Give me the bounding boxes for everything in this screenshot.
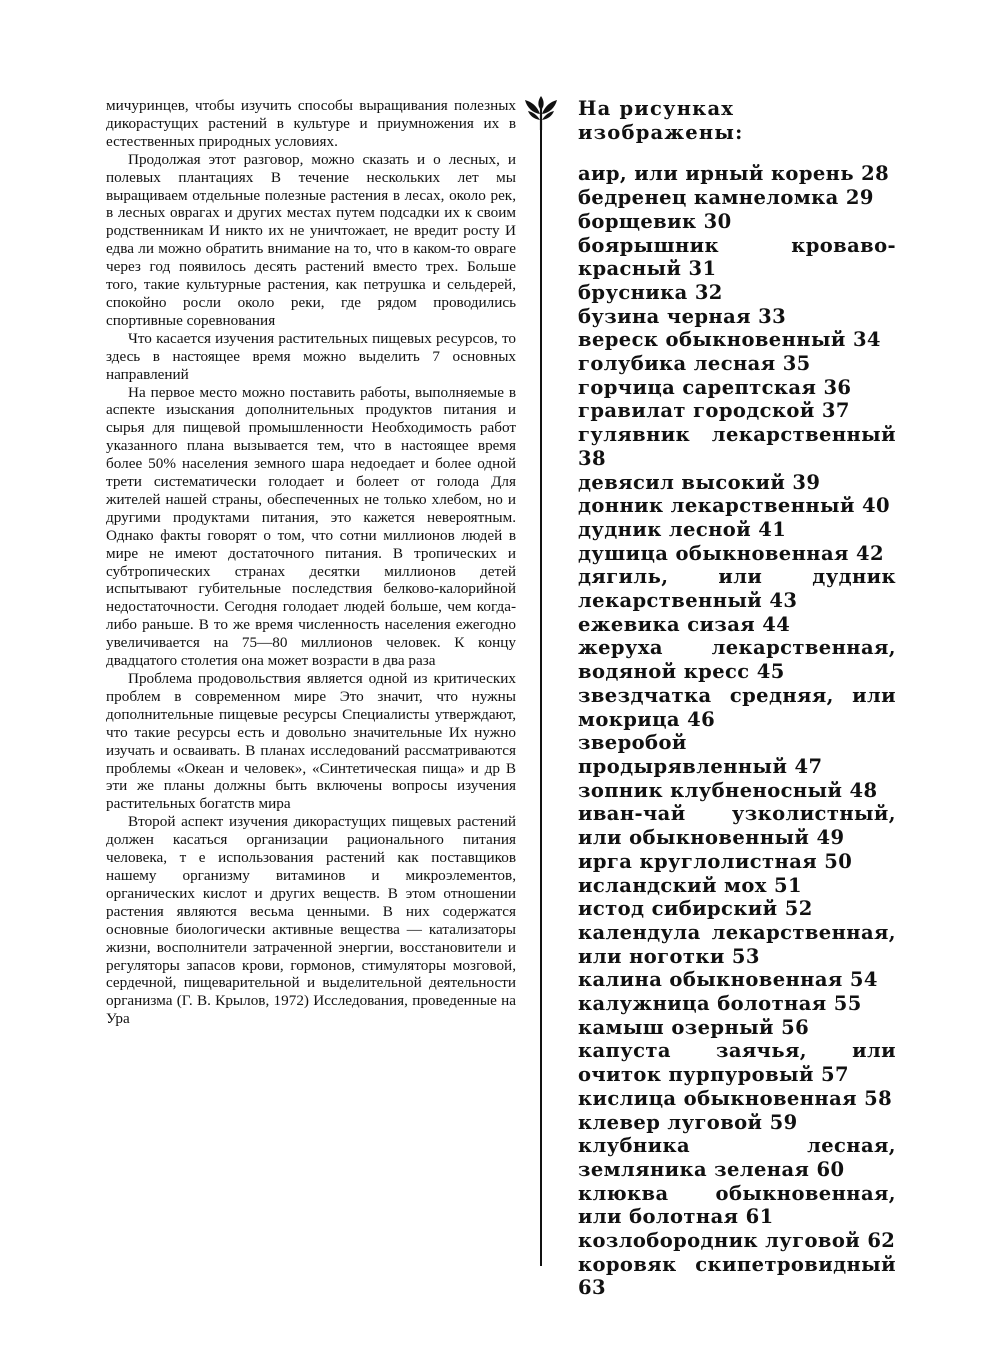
plant-list-item: ежевика сизая 44 <box>578 612 791 636</box>
plant-list-item: клевер луговой 59 <box>578 1110 798 1134</box>
plant-list-item: звездчатка средняя, или мокрица 46 <box>578 683 896 731</box>
plant-list-item: голубика лесная 35 <box>578 352 811 376</box>
plant-list-item: дягиль, или дудник лекарственный 43 <box>578 565 896 613</box>
plant-list-item: боярышник кроваво-красный 31 <box>578 233 896 281</box>
plant-list-item: коровяк скипетровидный 63 <box>578 1252 896 1300</box>
paragraph-6: Второй аспект изучения дикорастущих пищевых растений должен касаться организации рационального питания человека, т е использования растений как поставщиков нашему организму витаминов и микроэлементов, органических кислот и других веществ. В этом отношении растения являются весьма ценными. В них содержатся основные биологически активные вещества — катализаторы жизни, восполнители затраченной энергии, восстановители и регуляторы запасов крови, гормонов, стимуляторы мозговой, сердечной, пищеварительной и выделительной деятельности организма (Г. В. Крылов, 1972) Исследования, проведенные на Ура <box>106 813 516 1028</box>
plant-list-item: брусника 32 <box>578 280 723 304</box>
plant-list-item: вереск обыкновенный 34 <box>578 328 881 352</box>
paragraph-3: Что касается изучения растительных пищевых ресурсов, то здесь в настоящее время можно выделить 7 основных направлений <box>106 329 516 383</box>
plant-list-item: кислица обыкновенная 58 <box>578 1086 893 1110</box>
plant-list-item: клюква обыкновенная, или болотная 61 <box>578 1181 896 1229</box>
body-text-column <box>106 97 516 1028</box>
plant-list-item: девясил высокий 39 <box>578 470 821 494</box>
plant-list-item: бедренец камнеломка 29 <box>578 186 874 210</box>
plant-list-item: гулявник лекарственный 38 <box>578 423 896 470</box>
plant-list-item: жеруха лекарственная, водяной кресс 45 <box>578 636 896 684</box>
plant-list-item: иван-чай узколистный, или обыкновенный 49 <box>578 802 896 850</box>
plant-list-item: клубника лесная, земляника зеленая 60 <box>578 1134 896 1181</box>
paragraph-5: Проблема продовольствия является одной из критических проблем в современном мире Это значит, что нужны дополнительные пищевые ресурсы Специалисты утверждают, что такие ресурсы есть и довольно значительные Их нужно изучать и осваивать. В планах исследований рассматриваются проблемы «Океан и человек», «Синтетическая пища» и др В эти же планы должны быть включены вопросы изучения растительных богатств мира <box>106 670 516 813</box>
plant-list-item: камыш озерный 56 <box>578 1015 810 1039</box>
plant-list-item: аир, или ирный корень 28 <box>578 162 890 186</box>
plant-list-item: горчица сарептская 36 <box>578 375 852 399</box>
plant-list-item: зверобой продырявленный 47 <box>578 731 823 778</box>
plant-list <box>578 162 896 1300</box>
paragraph-2: Продолжая этот разговор, можно сказать и о лесных, и полевых плантациях В течение нескольких лет мы выращиваем отдельные полезные растения в лесах, около рек, в лесных оврагах и других местах путем подсадки их к своим родственникам И никто их не уничтожает, не вредит росту И едва ли можно обратить внимание на то, что в каком-то овраге через год появилось десять растений вместо трех. Больше того, такие культурные растения, как петрушка и сельдерей, спокойно росли около реки, где рядом проводились спортивные соревнования <box>106 150 516 329</box>
plant-list-item: борщевик 30 <box>578 209 732 233</box>
plant-list-item: истод сибирский 52 <box>578 897 813 921</box>
index-heading: На рисунках изображены: <box>578 97 744 144</box>
plant-list-item: донник лекарственный 40 <box>578 494 890 518</box>
plant-list-item: калина обыкновенная 54 <box>578 968 878 992</box>
plant-list-item: калужница болотная 55 <box>578 992 862 1016</box>
plant-list-item: календула лекарственная, или ноготки 53 <box>578 920 896 968</box>
plant-list-item: ирга круглолистная 50 <box>578 849 853 873</box>
paragraph-4: На первое место можно поставить работы, выполняемые в аспекте изыскания дополнительных продуктов питания и сырья для пищевой промышленности Необходимость работ указанного плана вызывается тем, что в настоящее время более 50% населения земного шара недоедает и более одной трети систематически голодает и болеет от голода Для жителей нашей страны, обеспеченных не только хлебом, но и другими продуктами питания, это кажется невероятным. Однако факты говорят о том, что сотни миллионов людей в мире не имеют достаточного питания. В тропических и субтропических странах десятки миллионов детей испытывают губительные последствия белково-калорийной недостаточности. Сегодня голодает людей больше, чем когда-либо раньше. В то же время численность населения ежегодно увеличивается на 75—80 миллионов человек. К концу двадцатого столетия она может возрасти в два раза <box>106 383 516 670</box>
plant-list-item: капуста заячья, или очиток пурпуровый 57 <box>578 1039 896 1087</box>
paragraph-1: мичуринцев, чтобы изучить способы выращивания полезных дикорастущих растений в культуре и приумножения их в естественных природных условиях. <box>106 97 516 150</box>
illustrations-index <box>578 97 896 1300</box>
plant-list-item: зопник клубненосный 48 <box>578 778 878 802</box>
plant-list-item: душица обыкновенная 42 <box>578 541 884 565</box>
column-divider <box>540 118 542 1266</box>
plant-list-item: козлобородник луговой 62 <box>578 1229 896 1253</box>
plant-list-item: бузина черная 33 <box>578 304 787 328</box>
plant-list-item: исландский мох 51 <box>578 873 802 897</box>
plant-list-item: дудник лесной 41 <box>578 517 787 541</box>
plant-list-item: гравилат городской 37 <box>578 399 850 423</box>
